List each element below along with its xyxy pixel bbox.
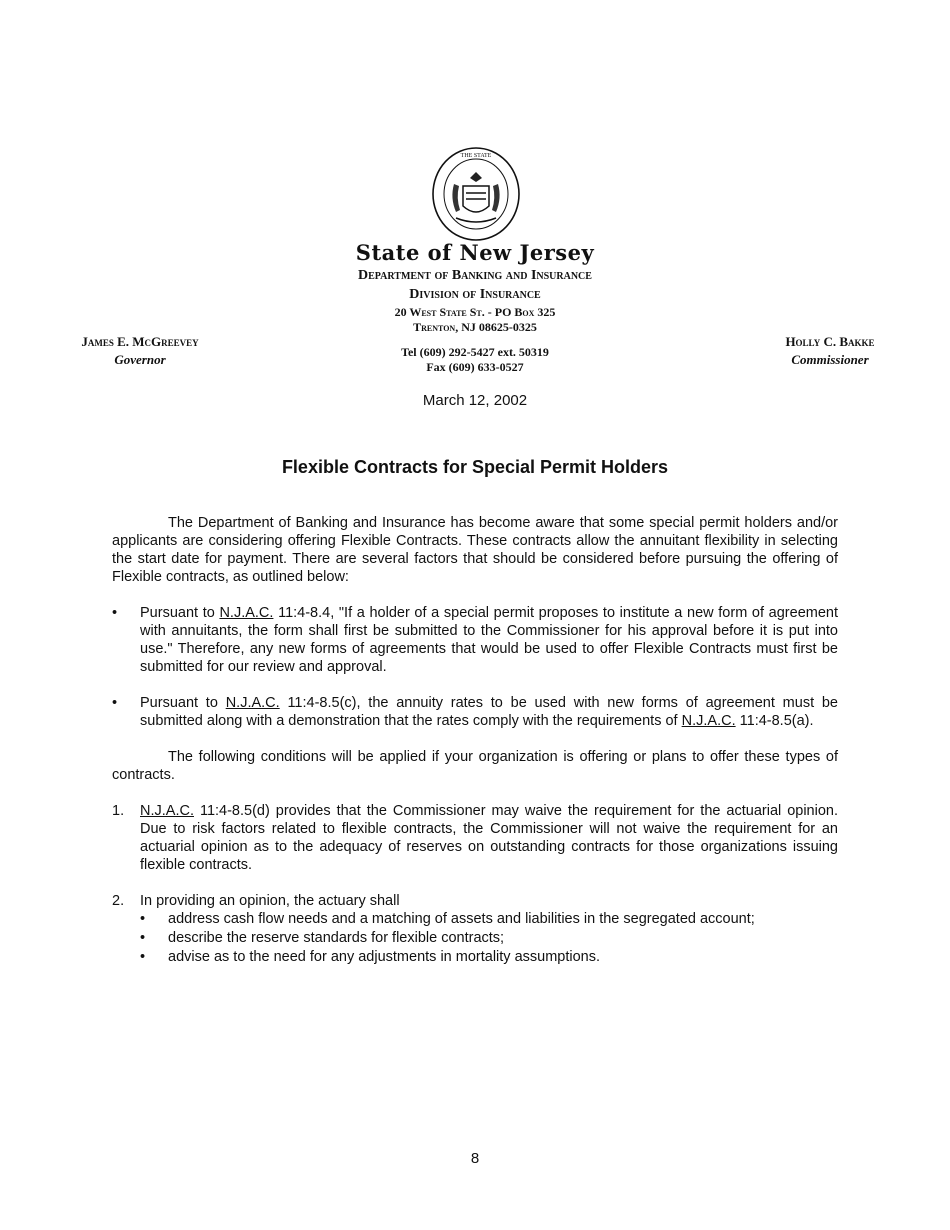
bullet-text: 11:4-8.4, "If a holder of a special permit proposes to institute a new form of agreement with annuitants, the form shall first be submitted to the Commissioner for his approval before it is put into use." Therefore, any new forms of agreements that would be used to offer Flexible Contracts must first be submitted for our review and approval. <box>140 605 838 675</box>
commissioner-block <box>755 334 905 368</box>
sub-bullet-item <box>140 929 838 947</box>
svg-text:THE STATE: THE STATE <box>460 153 492 159</box>
njac-reference: N.J.A.C. <box>681 713 736 729</box>
governor-name: James E. McGreevey <box>81 334 199 349</box>
address-line-1: 20 West State St. - PO Box 325 <box>394 305 556 319</box>
njac-reference: N.J.A.C. <box>219 605 274 621</box>
bullet-marker: • <box>112 695 118 711</box>
governor-title: Governor <box>114 352 166 367</box>
bullet-text: 11:4-8.5(c), the annuity rates to be used with new forms of agreement must be submitted along with a demonstration that the rates comply with the requirements of <box>140 695 838 729</box>
sub-bullet-text: describe the reserve standards for flexible contracts; <box>168 930 505 946</box>
address-line-2: Trenton, NJ 08625-0325 <box>413 320 537 334</box>
division-name: Division of Insurance <box>409 287 541 302</box>
sub-bullet-text: advise as to the need for any adjustments in mortality assumptions. <box>168 949 600 965</box>
bullet-marker: • <box>112 605 118 621</box>
conditions-intro-paragraph: The following conditions will be applied if your organization is offering or plans to offer these types of contracts. <box>112 749 838 783</box>
njac-reference: N.J.A.C. <box>140 803 194 819</box>
bullet-item <box>112 604 838 676</box>
sub-bullet-item <box>140 948 838 966</box>
sub-bullet-item <box>140 910 838 928</box>
sub-bullet-marker: • <box>140 911 146 927</box>
numbered-item <box>112 892 838 910</box>
document-title: Flexible Contracts for Special Permit Holders <box>281 457 669 477</box>
bullet-prefix: Pursuant to <box>140 605 220 621</box>
letter-date: March 12, 2002 <box>422 392 528 409</box>
numbered-item-text: In providing an opinion, the actuary shall <box>140 893 400 909</box>
commissioner-title: Commissioner <box>791 352 869 367</box>
state-name-heading: State of New Jersey <box>355 240 595 265</box>
sub-bullet-text: address cash flow needs and a matching of assets and liabilities in the segregated account; <box>168 911 755 927</box>
telephone: Tel (609) 292-5427 ext. 50319 <box>401 345 549 359</box>
governor-block <box>60 334 220 368</box>
department-name: Department of Banking and Insurance <box>358 268 592 283</box>
document-body <box>112 514 838 966</box>
bullet-text-end: 11:4-8.5(a). <box>735 713 814 729</box>
number-marker: 2. <box>112 893 125 909</box>
bullet-item <box>112 694 838 730</box>
commissioner-name: Holly C. Bakke <box>785 334 875 349</box>
fax: Fax (609) 633-0527 <box>426 360 524 374</box>
numbered-item-text: 11:4-8.5(d) provides that the Commissioner may waive the requirement for the actuarial opinion. Due to risk factors related to flexible contracts, the Commissioner will not waive the requirement for an actuarial opinion as to the adequacy of reserves on outstanding contracts for those organizations issuing flexible contracts. <box>140 803 838 873</box>
sub-bullet-marker: • <box>140 949 146 965</box>
number-marker: 1. <box>112 803 125 819</box>
bullet-prefix: Pursuant to <box>140 695 226 711</box>
nj-state-seal-icon <box>430 146 522 242</box>
page-number: 8 <box>470 1150 480 1167</box>
sub-bullet-marker: • <box>140 930 146 946</box>
intro-paragraph: The Department of Banking and Insurance has become aware that some special permit holders and/or applicants are considering offering Flexible Contracts. These contracts allow the annuitant flexibility in selecting the start date for payment. There are several factors that should be considered before pursuing the offering of Flexible contracts, as outlined below: <box>112 515 838 585</box>
numbered-item <box>112 802 838 874</box>
njac-reference: N.J.A.C. <box>225 695 280 711</box>
